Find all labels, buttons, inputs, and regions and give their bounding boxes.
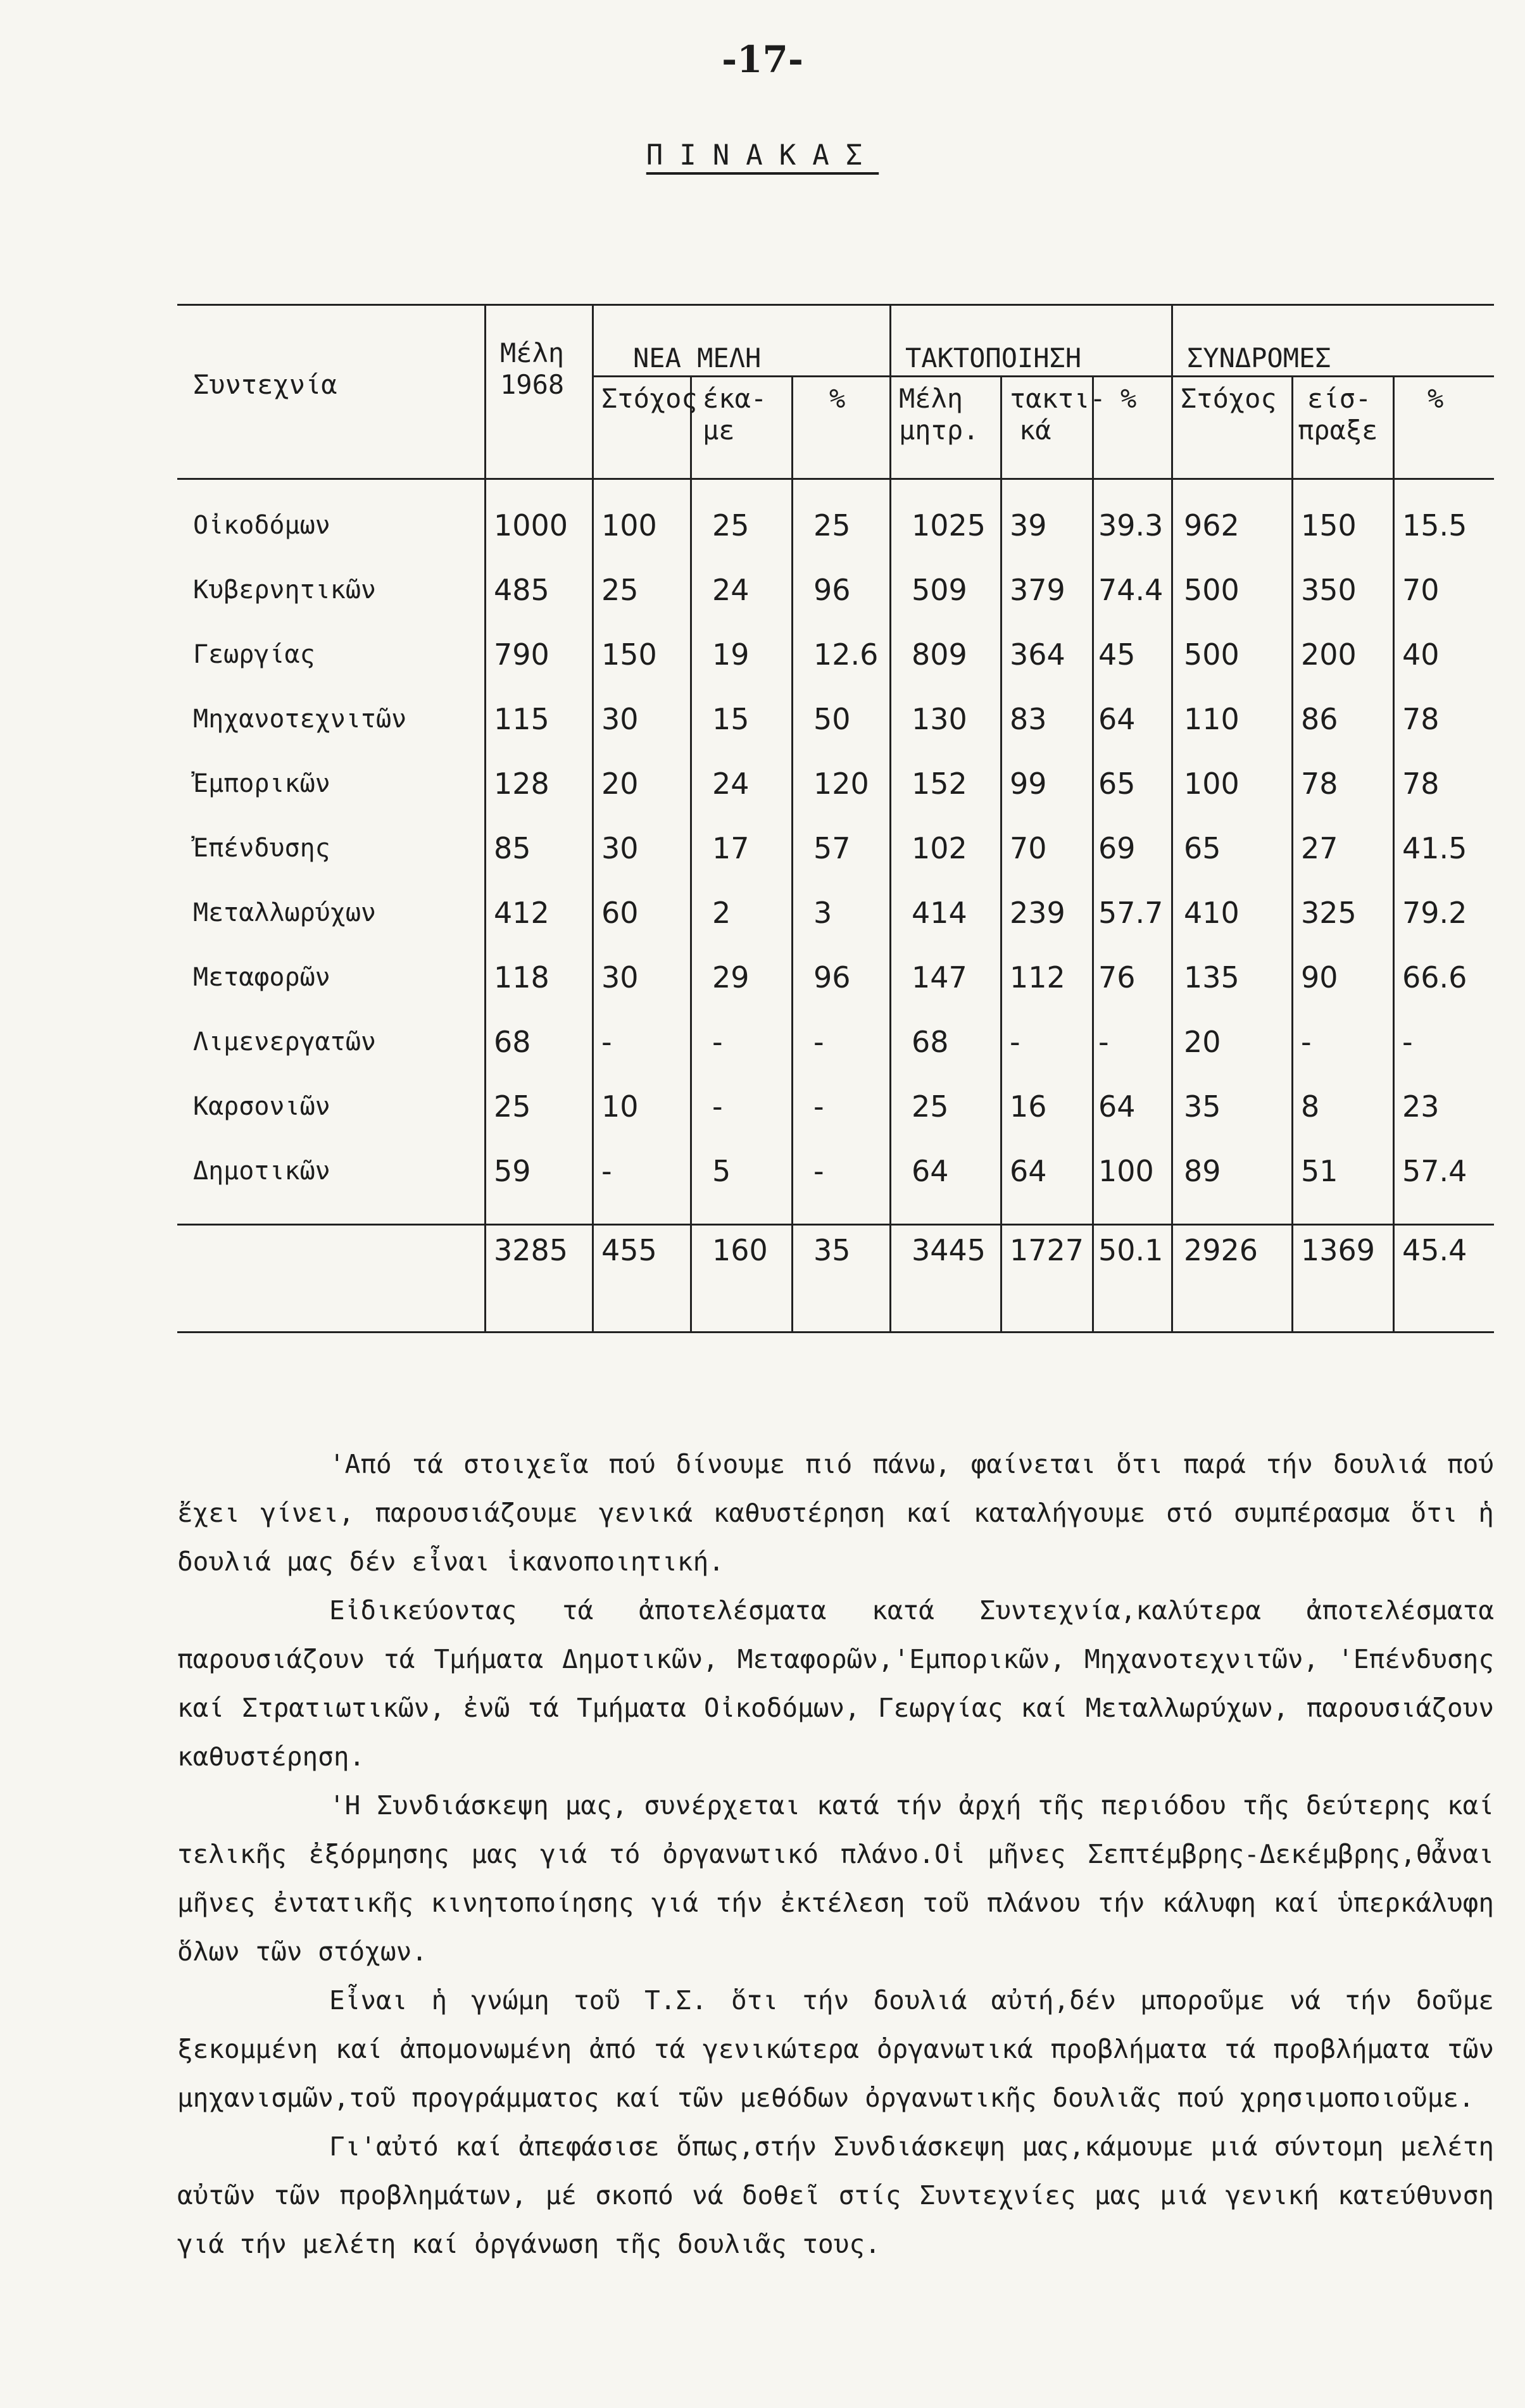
table-cell-new-done: 15 [712,702,750,736]
header-reg-regular-line1: τακτι- [1010,383,1106,414]
table-cell-members: 25 [494,1089,531,1124]
table-cell-new-done: 29 [712,960,750,994]
table-cell-reg-regular: 239 [1010,896,1065,930]
table-cell-reg-members: 147 [912,960,967,994]
table-cell-sub-collected: 86 [1301,702,1338,736]
table-cell-sub-collected: - [1301,1025,1312,1059]
page-number: -17- [722,38,803,81]
table-cell-new-done: 24 [712,767,750,801]
header-new-done-line2: με [703,415,735,446]
paragraph: Εἰδικεύοντας τά ἀποτελέσματα κατά Συντεχνία,καλύτερα ἀποτελέσματα παρουσιάζουν τά Τμήματα Δημοτικῶν, Μεταφορῶν,'Εμπορικῶν, Μηχανοτεχνιτῶν, 'Επένδυσης καί Στρατιωτικῶν, ἐνῶ τά Τμήματα Οἰκοδόμων, Γεωργίας καί Μεταλλωρύχων, παρουσιάζουν καθυστέρηση. [177,1595,1494,1772]
table-cell-new-done: 2 [712,896,731,930]
table-cell-reg-pct: 57.7 [1098,896,1164,930]
table-cell-new-target: 30 [601,960,639,994]
column-divider [690,375,692,1331]
header-reg-members-line2: μητρ. [899,415,979,446]
header-reg-regular-line2: κά [1019,415,1051,446]
page-title: ΠΙΝΑΚΑΣ [646,139,879,172]
table-cell-reg-members: 130 [912,702,967,736]
table-total-reg-regular: 1727 [1010,1233,1084,1267]
table-cell-reg-pct: 74.4 [1098,573,1164,607]
table-cell-reg-regular: 70 [1010,831,1047,865]
table-cell-new-done: - [712,1025,723,1059]
table-cell-reg-members: 414 [912,896,967,930]
header-new-pct: % [829,383,846,414]
table-cell-new-done: - [712,1089,723,1124]
column-divider [1092,375,1094,1331]
statistics-table [177,304,1494,1333]
table-cell-sub-collected: 150 [1301,508,1357,542]
table-cell-sub-target: 410 [1184,896,1239,930]
table-total-reg-pct: 50.1 [1098,1233,1164,1267]
table-cell-new-pct: 12.6 [813,637,879,672]
table-cell-sub-target: 110 [1184,702,1239,736]
paragraph: 'Από τά στοιχεῖα πού δίνουμε πιό πάνω, φαίνεται ὅτι παρά τήν δουλιά πού ἔχει γίνει, παρουσιάζουμε γενικά καθυστέρηση καί καταλήγουμε στό συμπέρασμα ὅτι ἡ δουλιά μας δέν εἶναι ἱκανοποιητική. [177,1449,1494,1577]
column-divider [791,375,793,1331]
table-cell-sub-pct: 70 [1402,573,1440,607]
table-cell-new-done: 24 [712,573,750,607]
table-cell-reg-pct: 65 [1098,767,1136,801]
table-row-craft: Μεταφορῶν [193,963,330,992]
table-cell-members: 1000 [494,508,568,542]
table-cell-new-pct: 120 [813,767,869,801]
table-cell-reg-members: 25 [912,1089,949,1124]
table-cell-sub-collected: 27 [1301,831,1338,865]
column-divider [484,306,486,1331]
header-craft: Συντεχνία [193,369,337,400]
table-cell-members: 128 [494,767,549,801]
table-cell-new-pct: 57 [813,831,851,865]
table-cell-sub-target: 500 [1184,637,1239,672]
table-cell-sub-pct: 23 [1402,1089,1440,1124]
table-cell-sub-target: 20 [1184,1025,1221,1059]
table-cell-reg-pct: 64 [1098,1089,1136,1124]
table-cell-sub-collected: 200 [1301,637,1357,672]
body-text [177,1440,1494,2269]
table-cell-sub-collected: 350 [1301,573,1357,607]
table-total-new-pct: 35 [813,1233,851,1267]
paragraph: Εἶναι ἡ γνώμη τοῦ Τ.Σ. ὅτι τήν δουλιά αὐτή,δέν μποροῦμε νά τήν δοῦμε ξεκομμένη καί ἀπομονωμένη ἀπό τά γενικώτερα ὀργανωτικά προβλήματα τά προβλήματα τῶν μηχανισμῶν,τοῦ προγράμματος καί τῶν μεθόδων ὀργανωτικῆς δουλιᾶς πού χρησιμοποιοῦμε. [177,1985,1494,2113]
table-cell-members: 59 [494,1154,531,1188]
table-cell-sub-collected: 90 [1301,960,1338,994]
header-regularization: ΤΑΚΤΟΠΟΙΗΣΗ [905,342,1082,373]
table-row-craft: Καρσονιῶν [193,1092,330,1121]
group-underline [592,375,1494,377]
column-divider [1171,306,1173,1331]
table-cell-new-done: 19 [712,637,750,672]
table-cell-new-pct: - [813,1089,824,1124]
table-cell-new-pct: 50 [813,702,851,736]
table-cell-sub-target: 962 [1184,508,1239,542]
table-cell-new-pct: 25 [813,508,851,542]
table-cell-sub-pct: 78 [1402,702,1440,736]
table-cell-reg-pct: 100 [1098,1154,1154,1188]
table-cell-new-target: - [601,1025,612,1059]
table-row-craft: Ἐπένδυσης [193,834,330,863]
table-cell-sub-pct: 78 [1402,767,1440,801]
column-divider [1393,375,1395,1331]
table-row-craft: Μεταλλωρύχων [193,898,376,927]
table-total-reg-members: 3445 [912,1233,986,1267]
table-cell-new-pct: - [813,1154,824,1188]
table-row-craft: Ἐμπορικῶν [193,769,330,798]
header-new-members: ΝΕΑ ΜΕΛΗ [633,342,762,373]
table-cell-new-done: 17 [712,831,750,865]
table-cell-reg-pct: 76 [1098,960,1136,994]
table-cell-new-target: 20 [601,767,639,801]
table-cell-reg-regular: 379 [1010,573,1065,607]
column-divider [1291,375,1293,1331]
table-cell-new-pct: 3 [813,896,832,930]
table-cell-reg-regular: 99 [1010,767,1047,801]
table-total-new-done: 160 [712,1233,768,1267]
table-cell-reg-regular: 364 [1010,637,1065,672]
table-cell-new-pct: - [813,1025,824,1059]
header-sub-pct: % [1428,383,1444,414]
table-cell-sub-pct: 57.4 [1402,1154,1467,1188]
table-cell-reg-pct: 64 [1098,702,1136,736]
table-cell-sub-target: 135 [1184,960,1239,994]
table-cell-sub-target: 35 [1184,1089,1221,1124]
table-cell-reg-regular: 16 [1010,1089,1047,1124]
table-cell-members: 790 [494,637,549,672]
totals-divider [177,1224,1494,1226]
table-cell-reg-pct: 39.3 [1098,508,1164,542]
table-cell-members: 485 [494,573,549,607]
table-cell-sub-pct: 41.5 [1402,831,1467,865]
table-cell-reg-members: 152 [912,767,967,801]
table-cell-sub-target: 100 [1184,767,1239,801]
table-cell-new-pct: 96 [813,573,851,607]
table-cell-new-target: 150 [601,637,657,672]
table-cell-sub-collected: 325 [1301,896,1357,930]
table-cell-sub-pct: 79.2 [1402,896,1467,930]
table-cell-sub-target: 65 [1184,831,1221,865]
table-cell-new-target: 30 [601,831,639,865]
paragraph: 'Η Συνδιάσκεψη μας, συνέρχεται κατά τήν ἀρχή τῆς περιόδου τῆς δεύτερης καί τελικῆς ἐξόρμησης μας γιά τό ὀργανωτικό πλάνο.Οἱ μῆνες Σεπτέμβρης-Δεκέμβρης,θἆναι μῆνες ἐντατικῆς κινητοποίησης γιά τήν ἐκτέλεση τοῦ πλάνου τήν κάλυφη καί ὑπερκάλυφη ὅλων τῶν στόχων. [177,1790,1494,1967]
table-row-craft: Οἰκοδόμων [193,511,330,540]
table-cell-members: 118 [494,960,549,994]
table-total-sub-pct: 45.4 [1402,1233,1467,1267]
table-cell-reg-pct: - [1098,1025,1109,1059]
table-cell-members: 412 [494,896,549,930]
table-row-craft: Δημοτικῶν [193,1157,330,1186]
table-cell-new-done: 25 [712,508,750,542]
table-cell-reg-regular: 64 [1010,1154,1047,1188]
table-cell-sub-collected: 78 [1301,767,1338,801]
table-cell-members: 115 [494,702,549,736]
table-cell-reg-members: 68 [912,1025,949,1059]
table-cell-reg-members: 1025 [912,508,986,542]
table-cell-new-done: 5 [712,1154,731,1188]
table-cell-new-target: 25 [601,573,639,607]
table-cell-reg-regular: 39 [1010,508,1047,542]
table-row-craft: Γεωργίας [193,640,315,669]
table-total-sub-target: 2926 [1184,1233,1258,1267]
table-cell-new-target: 10 [601,1089,639,1124]
table-cell-sub-target: 500 [1184,573,1239,607]
column-divider [889,306,891,1331]
header-sub-target: Στόχος [1181,383,1277,414]
table-cell-reg-members: 509 [912,573,967,607]
column-divider [592,306,594,1331]
table-row-craft: Λιμενεργατῶν [193,1027,376,1057]
table-row-craft: Κυβερνητικῶν [193,575,376,605]
column-divider [1000,375,1002,1331]
table-cell-new-target: - [601,1154,612,1188]
header-sub-collected-line2: πραξε [1298,415,1378,446]
table-cell-sub-pct: 15.5 [1402,508,1467,542]
table-cell-reg-regular: 83 [1010,702,1047,736]
table-cell-reg-regular: 112 [1010,960,1065,994]
table-cell-reg-regular: - [1010,1025,1020,1059]
header-divider [177,478,1494,480]
table-cell-reg-members: 64 [912,1154,949,1188]
table-cell-reg-pct: 45 [1098,637,1136,672]
paragraph: Γι'αὐτό καί ἀπεφάσισε ὅπως,στήν Συνδιάσκεψη μας,κάμουμε μιά σύντομη μελέτη αὐτῶν τῶν προβλημάτων, μέ σκοπό νά δοθεῖ στίς Συντεχνίες μας μιά γενική κατεύθυνση γιά τήν μελέτη καί ὀργάνωση τῆς δουλιᾶς τους. [177,2131,1494,2259]
table-cell-new-target: 60 [601,896,639,930]
table-total-new-target: 455 [601,1233,657,1267]
header-members-1968-line2: 1968 [500,369,565,400]
table-cell-sub-collected: 51 [1301,1154,1338,1188]
header-reg-members-line1: Μέλη [899,383,963,414]
header-new-done-line1: έκα- [703,383,767,414]
table-cell-reg-pct: 69 [1098,831,1136,865]
table-total-sub-collected: 1369 [1301,1233,1376,1267]
header-new-target: Στόχος [601,383,698,414]
table-cell-sub-pct: 40 [1402,637,1440,672]
header-sub-collected-line1: είσ- [1307,383,1372,414]
table-cell-reg-members: 809 [912,637,967,672]
table-cell-new-target: 100 [601,508,657,542]
table-cell-members: 85 [494,831,531,865]
table-total-members: 3285 [494,1233,568,1267]
header-reg-pct: % [1120,383,1137,414]
table-cell-new-pct: 96 [813,960,851,994]
table-cell-sub-pct: - [1402,1025,1413,1059]
header-subscriptions: ΣΥΝΔΡΟΜΕΣ [1187,342,1331,373]
table-cell-sub-collected: 8 [1301,1089,1320,1124]
table-cell-reg-members: 102 [912,831,967,865]
table-cell-sub-target: 89 [1184,1154,1221,1188]
table-cell-new-target: 30 [601,702,639,736]
header-members-1968-line1: Μέλη [500,337,565,368]
table-cell-members: 68 [494,1025,531,1059]
table-cell-sub-pct: 66.6 [1402,960,1467,994]
table-row-craft: Μηχανοτεχνιτῶν [193,705,407,734]
